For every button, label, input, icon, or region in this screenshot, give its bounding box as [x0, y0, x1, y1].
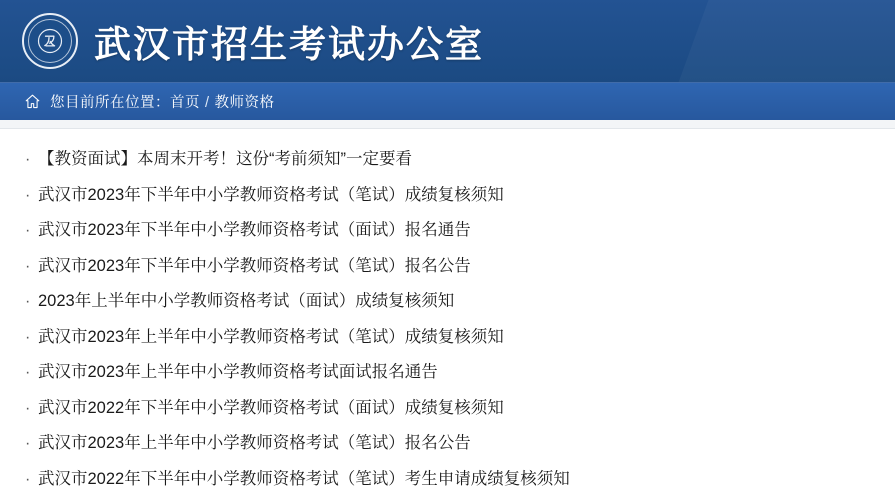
list-item[interactable] — [24, 213, 871, 249]
news-link[interactable]: 武汉市2023年上半年中小学教师资格考试（笔试）成绩复核须知 — [38, 327, 504, 346]
list-item[interactable] — [24, 284, 871, 320]
news-link[interactable]: 武汉市2022年下半年中小学教师资格考试（笔试）考生申请成绩复核须知 — [38, 469, 570, 488]
breadcrumb-item-teacher-qualification[interactable]: 教师资格 — [214, 95, 275, 111]
bullet-marker: · — [25, 364, 31, 381]
news-link[interactable]: 武汉市2023年下半年中小学教师资格考试（面试）报名通告 — [38, 221, 471, 239]
news-list — [0, 142, 895, 497]
list-item[interactable] — [24, 320, 871, 356]
news-list-section — [0, 129, 895, 500]
list-item[interactable] — [24, 142, 871, 178]
bullet-marker: · — [25, 222, 31, 239]
emblem-logo-icon — [22, 13, 78, 69]
breadcrumb-separator: / — [205, 95, 210, 111]
list-item[interactable] — [24, 249, 871, 285]
page-title: 武汉市招生考试办公室 — [94, 22, 484, 66]
list-item[interactable] — [24, 426, 871, 462]
news-link[interactable]: 武汉市2023年上半年中小学教师资格考试（笔试）报名公告 — [38, 434, 471, 452]
news-link[interactable]: 武汉市2023年上半年中小学教师资格考试面试报名通告 — [38, 363, 438, 381]
bullet-marker: · — [25, 186, 31, 204]
news-link[interactable]: 武汉市2023年下半年中小学教师资格考试（笔试）报名公告 — [38, 256, 471, 275]
breadcrumb-prefix: 您目前所在位置： — [50, 95, 170, 111]
home-icon — [24, 93, 41, 110]
bullet-marker: · — [25, 435, 31, 452]
site-header — [0, 0, 895, 82]
bullet-marker: · — [25, 328, 31, 346]
bullet-marker: · — [25, 257, 31, 275]
section-divider — [0, 120, 895, 129]
bullet-marker: · — [25, 470, 31, 488]
breadcrumb-item-home[interactable]: 首页 — [170, 95, 200, 111]
bullet-marker: · — [25, 293, 31, 310]
news-link[interactable]: 2023年上半年中小学教师资格考试（面试）成绩复核须知 — [38, 292, 455, 310]
news-link[interactable]: 武汉市2022年下半年中小学教师资格考试（面试）成绩复核须知 — [38, 398, 504, 417]
list-item[interactable] — [24, 178, 871, 214]
list-item[interactable] — [24, 355, 871, 391]
breadcrumb — [0, 82, 895, 120]
list-item[interactable] — [24, 391, 871, 427]
bullet-marker: · — [25, 151, 31, 168]
bullet-marker: · — [25, 399, 31, 417]
list-item[interactable] — [24, 462, 871, 498]
breadcrumb-text — [50, 91, 275, 112]
news-link[interactable]: 武汉市2023年下半年中小学教师资格考试（笔试）成绩复核须知 — [38, 185, 504, 204]
news-link[interactable]: 【教资面试】本周末开考！这份“考前须知”一定要看 — [38, 150, 412, 168]
